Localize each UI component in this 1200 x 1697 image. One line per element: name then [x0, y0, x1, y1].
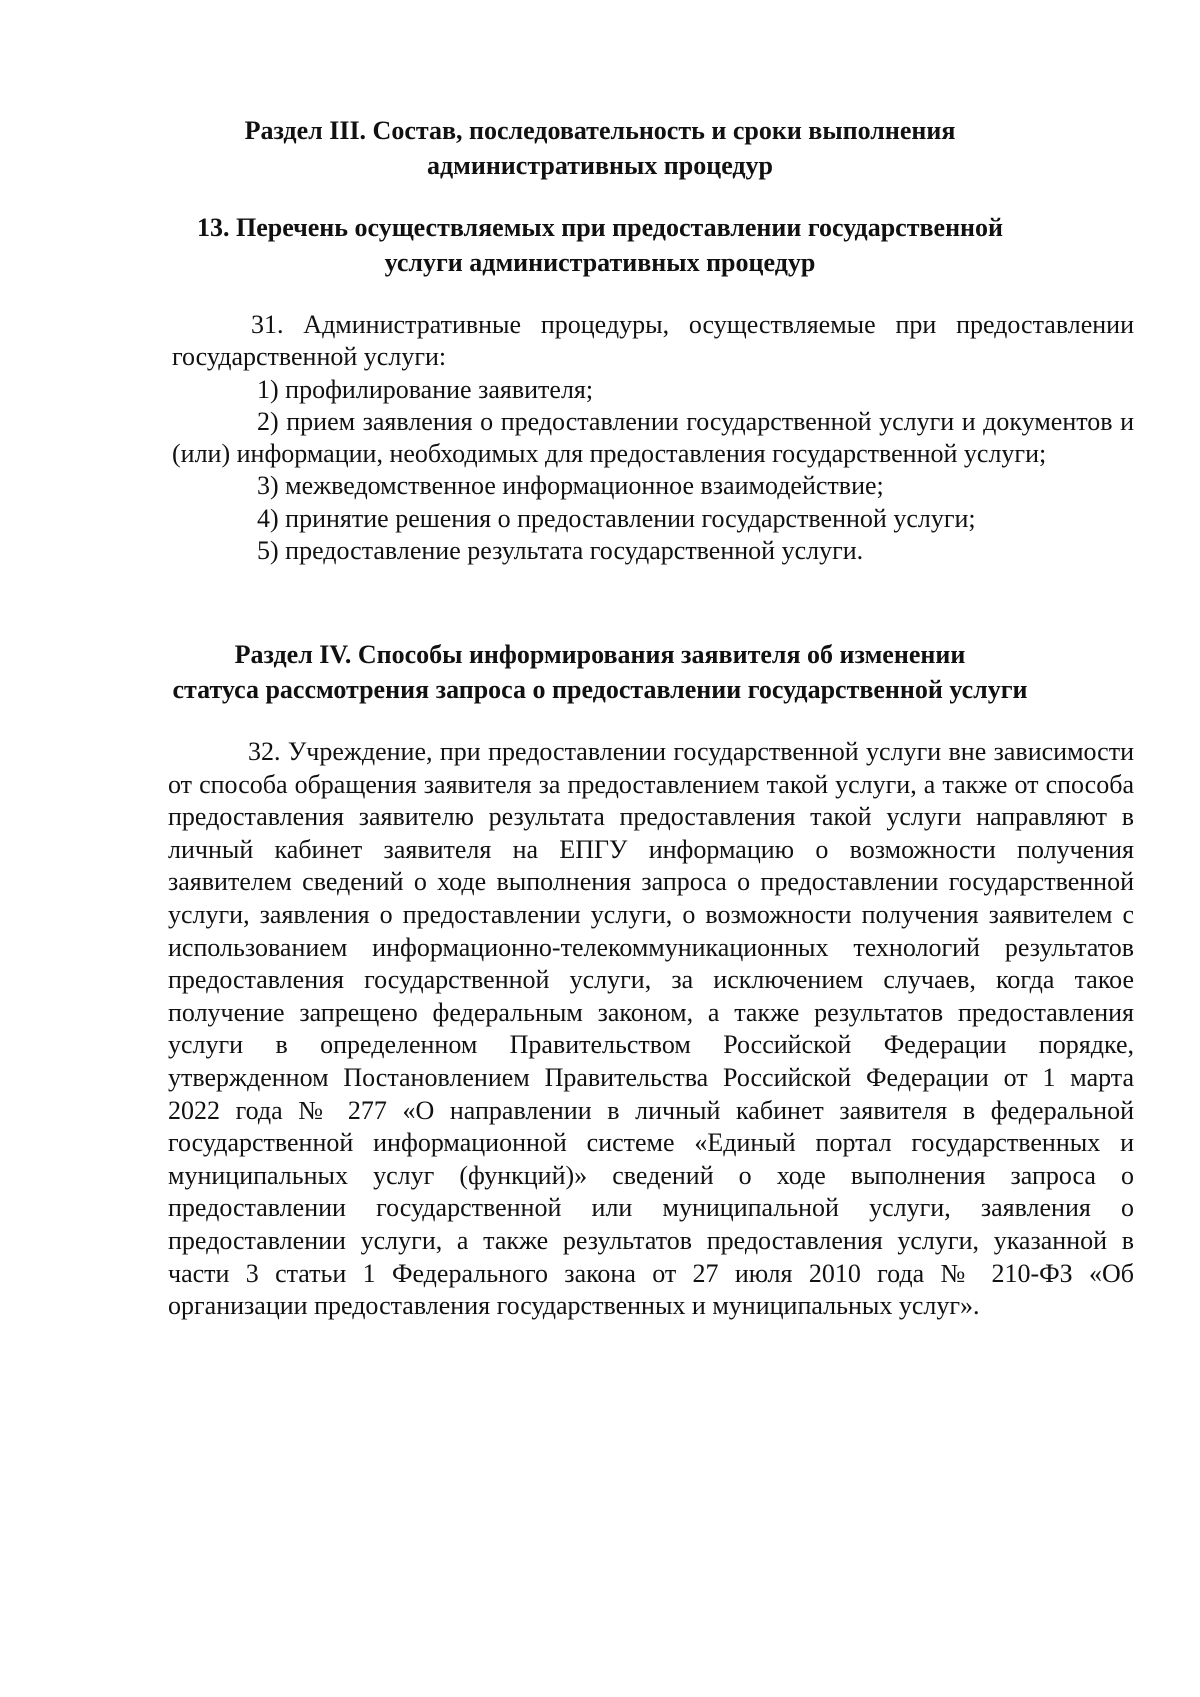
procedure-text: принятие решения о предоставлении государственной услуги;: [285, 503, 976, 533]
section-3-heading: [150, 113, 1050, 183]
item-31-block: [172, 309, 1134, 567]
procedure-number: 5): [257, 536, 279, 566]
procedure-number: 4): [257, 503, 279, 533]
item-31-text: Административные процедуры, осуществляемые при предоставлении государственной услуги:: [172, 310, 1135, 372]
item-32-text: Учреждение, при предоставлении государственной услуги вне зависимости от способа обращения заявителя за предоставлением такой услуги, а также от способа предоставления заявителю результата предоставления такой услуги направляют в личный кабинет заявителя на ЕПГУ информацию о возможности получения заявителем сведений о ходе выполнения запроса о предоставлении государственной услуги, заявления о предоставлении услуги, о возможности получения заявителем с использованием информационно-телекоммуникационных технологий результатов предоставления государственной услуги, за исключением случаев, когда такое получение запрещено федеральным законом, а также результатов предоставления услуги в определенном Правительством Российской Федерации порядке, утвержденном Постановлением Правительства Российской Федерации от 1 марта 2022 года № 277 «О направлении в личный кабинет заявителя в федеральной государственной информационной системе «Единый портал государственных и муниципальных услуг (функций)» сведений о ходе выполнения запроса о предоставлении государственной или муниципальной услуги, заявления о предоставлении услуги, а также результатов предоставления услуги, указанной в части 3 статьи 1 Федерального закона от 27 июля 2010 года № 210-ФЗ «Об организации предоставления государственных и муниципальных услуг».: [168, 737, 1134, 1321]
procedure-text: профилирование заявителя;: [285, 374, 594, 404]
item-32-paragraph: [168, 736, 1134, 1323]
item-31-paragraph: [172, 309, 1134, 374]
procedure-number: 2): [257, 406, 279, 436]
procedure-text: прием заявления о предоставлении государственной услуги и документов и (или) информации, необходимых для предоставления государственной услуги;: [172, 406, 1135, 469]
procedure-text: межведомственное информационное взаимодействие;: [285, 471, 884, 501]
subsection-13-heading-line-1: 13. Перечень осуществляемых при предоставлении государственной: [196, 213, 1004, 242]
item-31-number: 31.: [251, 310, 284, 339]
section-4-heading: [140, 637, 1060, 707]
procedure-list-item: [172, 470, 1134, 502]
section-4-heading-line-2: статуса рассмотрения запроса о предоставлении государственной услуги: [172, 675, 1028, 704]
procedure-list-item: [172, 374, 1134, 406]
section-4-heading-line-1: Раздел IV. Способы информирования заявителя об изменении: [234, 640, 966, 669]
procedure-list-item: [172, 535, 1134, 567]
procedure-text: предоставление результата государственной услуги.: [285, 536, 864, 566]
procedure-number: 1): [257, 374, 279, 404]
section-3-heading-line-2: административных процедур: [426, 151, 774, 180]
procedure-list-item: [172, 406, 1134, 471]
item-32-number: 32.: [248, 737, 281, 766]
subsection-13-heading-line-2: услуги административных процедур: [384, 248, 816, 277]
section-3-heading-line-1: Раздел III. Состав, последовательность и сроки выполнения: [244, 116, 956, 145]
procedure-number: 3): [257, 471, 279, 501]
subsection-13-heading: [150, 210, 1050, 280]
procedure-list-item: [172, 503, 1134, 535]
